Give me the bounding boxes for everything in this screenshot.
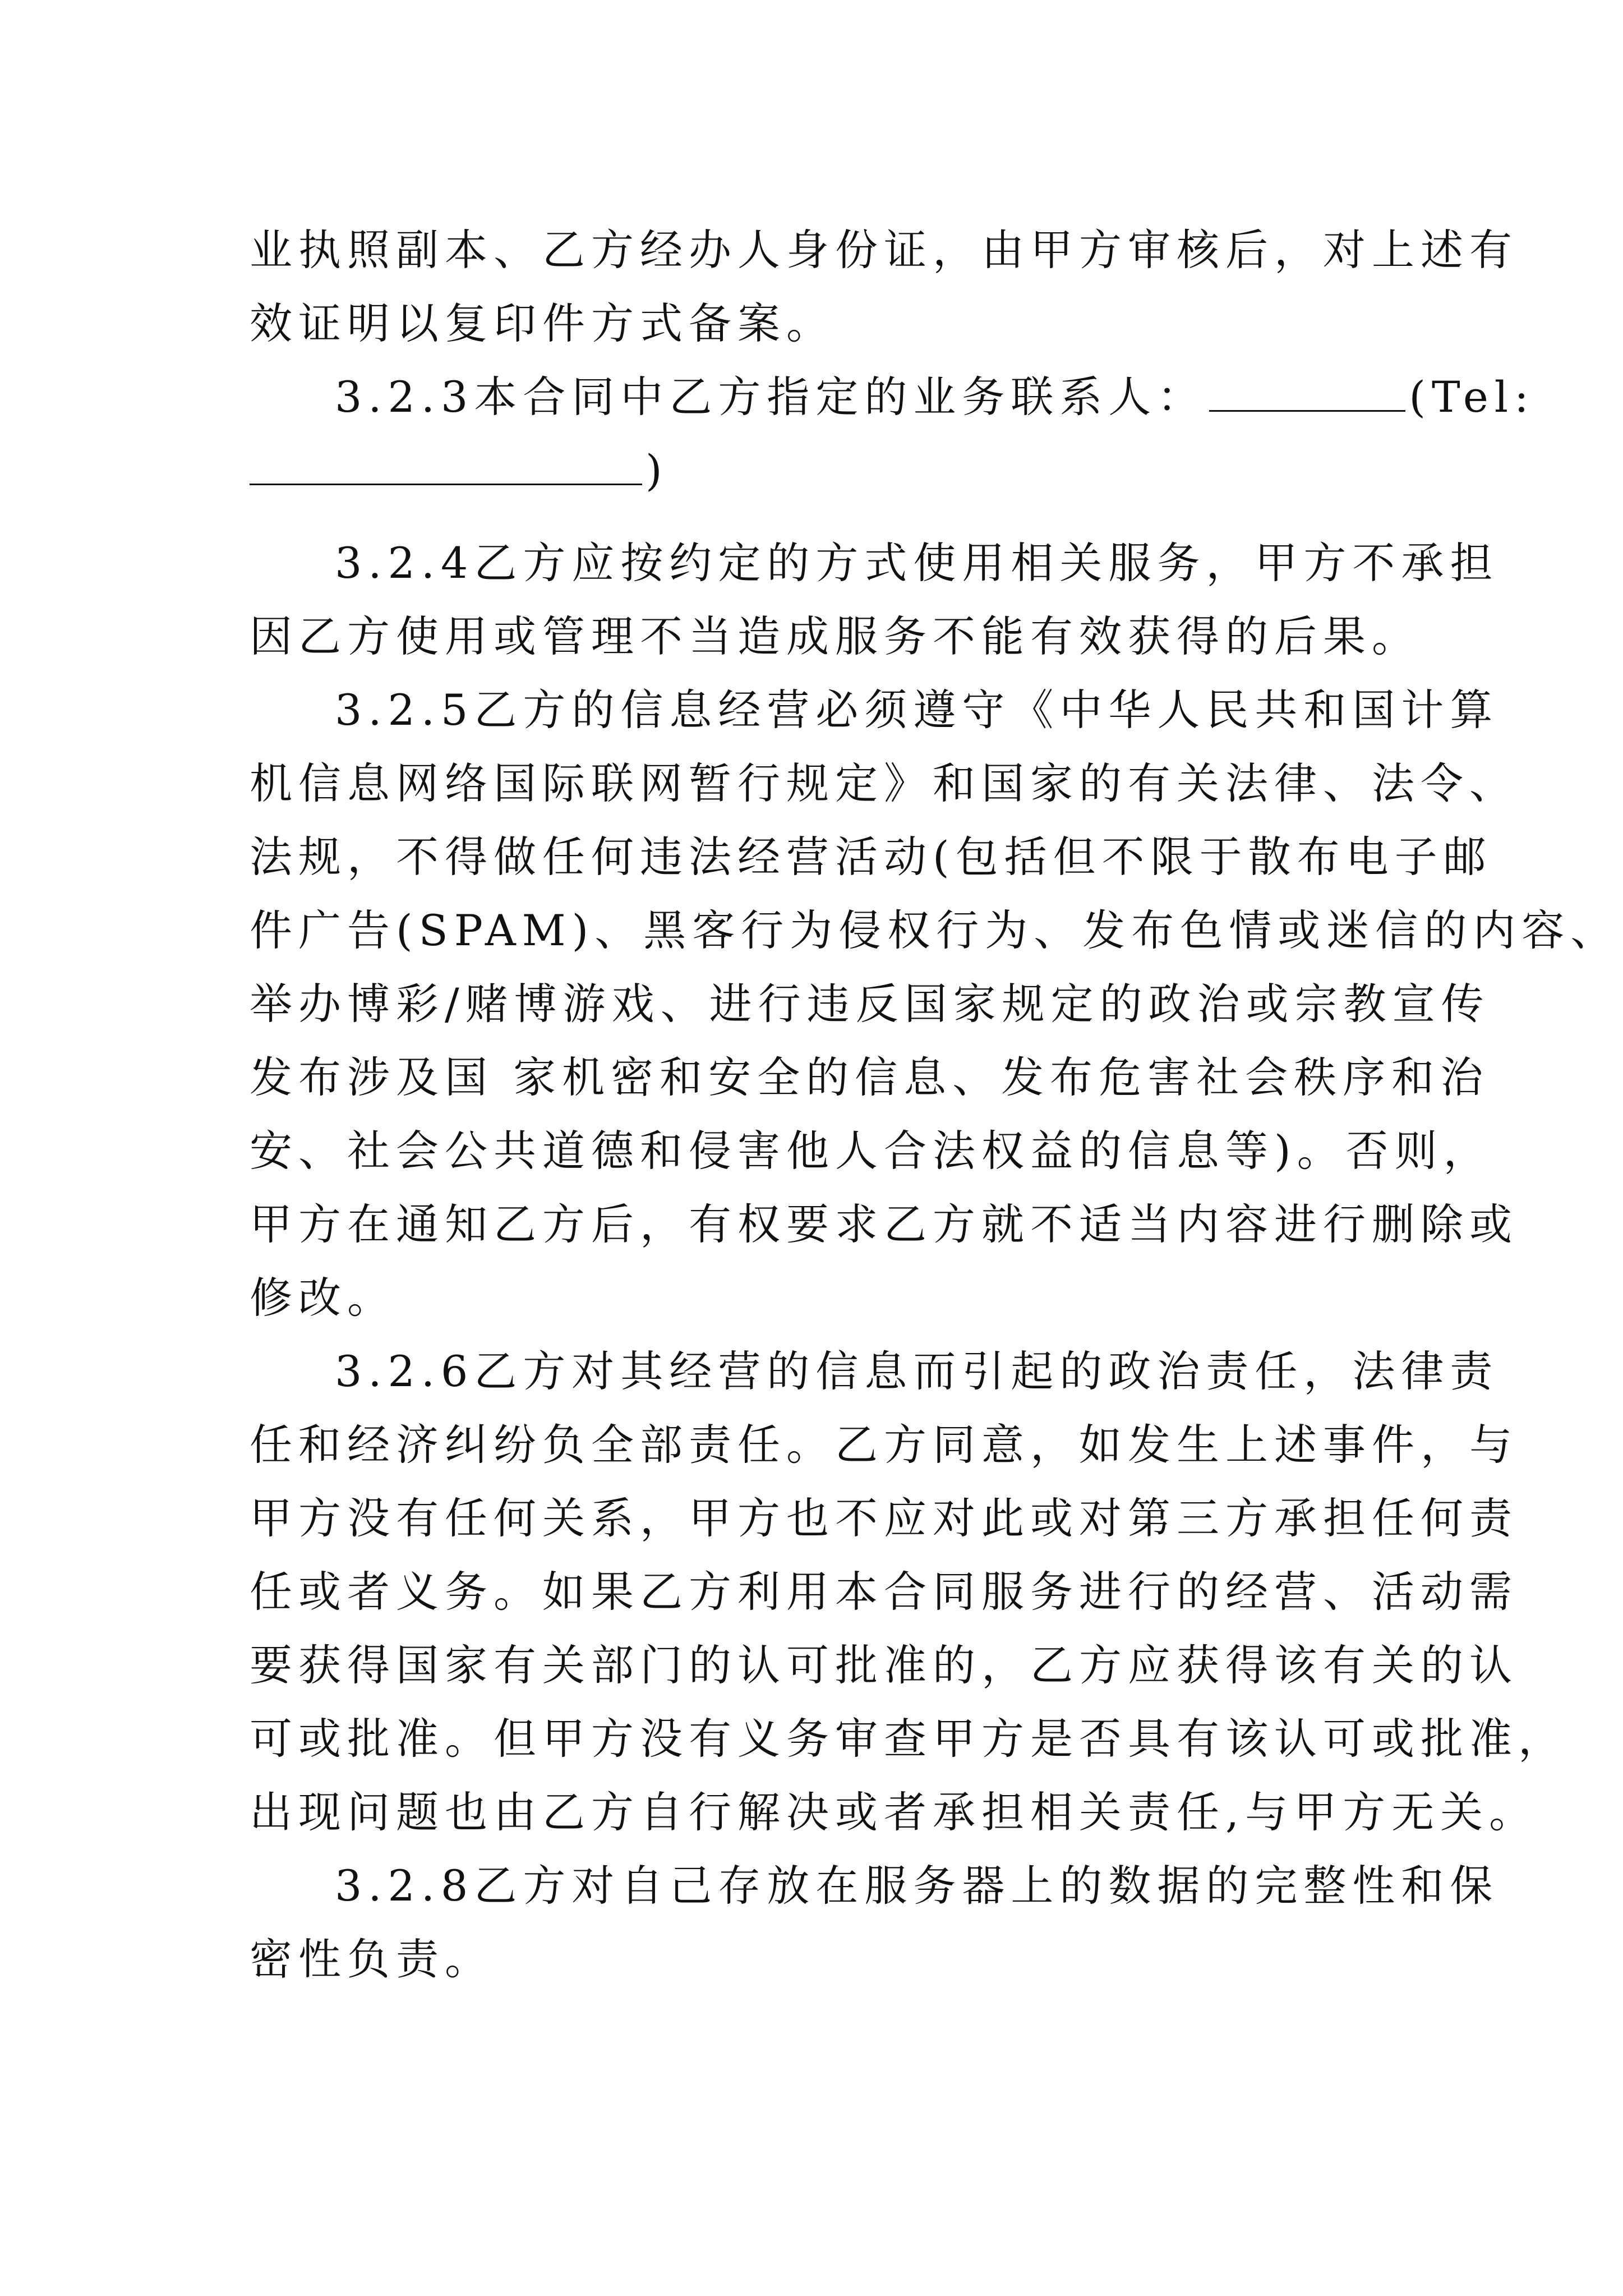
paragraph-line: 效证明以复印件方式备案。 — [250, 298, 835, 348]
paragraph-line: 件广告(SPAM)、黑客行为侵权行为、发布色情或迷信的内容、 — [250, 905, 1620, 955]
clause-3-2-5-first-line: 3.2.5乙方的信息经营必须遵守《中华人民共和国计算 — [335, 685, 1499, 735]
document-body — [250, 213, 1620, 1996]
tel-close-paren: ) — [645, 445, 668, 495]
paragraph-line: 发布涉及国 家机密和安全的信息、发布危害社会秩序和治 — [250, 1052, 1490, 1102]
paragraph-line: 因乙方使用或管理不当造成服务不能有效获得的后果。 — [250, 611, 1421, 661]
contact-name-blank — [1209, 365, 1405, 412]
paragraph-line: 甲方在通知乙方后，有权要求乙方就不适当内容进行删除或 — [250, 1199, 1518, 1249]
paragraph-line: 甲方没有任何关系，甲方也不应对此或对第三方承担任何责 — [250, 1493, 1518, 1543]
paragraph-line: 法规，不得做任何违法经营活动(包括但不限于散布电子邮 — [250, 832, 1492, 882]
paragraph-line: 可或批准。但甲方没有义务审查甲方是否具有该认可或批准， — [250, 1714, 1567, 1764]
clause-3-2-3-line — [250, 360, 1535, 434]
paragraph-line: 要获得国家有关部门的认可批准的，乙方应获得该有关的认 — [250, 1640, 1518, 1690]
clause-3-2-8-first-line: 3.2.8乙方对自己存放在服务器上的数据的完整性和保 — [335, 1861, 1499, 1911]
paragraph-line: 任和经济纠纷负全部责任。乙方同意，如发生上述事件，与 — [250, 1420, 1518, 1470]
clause-3-2-4-first-line: 3.2.4乙方应按约定的方式使用相关服务，甲方不承担 — [335, 538, 1499, 588]
paragraph-line: 业执照副本、乙方经办人身份证，由甲方审核后，对上述有 — [250, 225, 1518, 275]
paragraph-line: 举办博彩/赌博游戏、进行违反国家规定的政治或宗教宣传 — [250, 979, 1490, 1029]
paragraph-line: 修改。 — [250, 1273, 396, 1323]
tel-label: (Tel: — [1409, 372, 1535, 422]
paragraph-line: 机信息网络国际联网暂行规定》和国家的有关法律、法令、 — [250, 758, 1518, 808]
tel-number-blank — [250, 439, 642, 485]
clause-3-2-6-first-line: 3.2.6乙方对其经营的信息而引起的政治责任，法律责 — [335, 1346, 1499, 1396]
paragraph-line: 密性负责。 — [250, 1934, 494, 1984]
paragraph-line: 任或者义务。如果乙方利用本合同服务进行的经营、活动需 — [250, 1567, 1518, 1617]
clause-3-2-3-continued — [250, 434, 1413, 507]
paragraph-line: 安、社会公共道德和侵害他人合法权益的信息等)。否则， — [250, 1126, 1492, 1176]
clause-3-2-3-text: 3.2.3本合同中乙方指定的业务联系人： — [335, 372, 1206, 422]
paragraph-line: 出现问题也由乙方自行解决或者承担相关责任,与甲方无关。 — [250, 1787, 1538, 1837]
